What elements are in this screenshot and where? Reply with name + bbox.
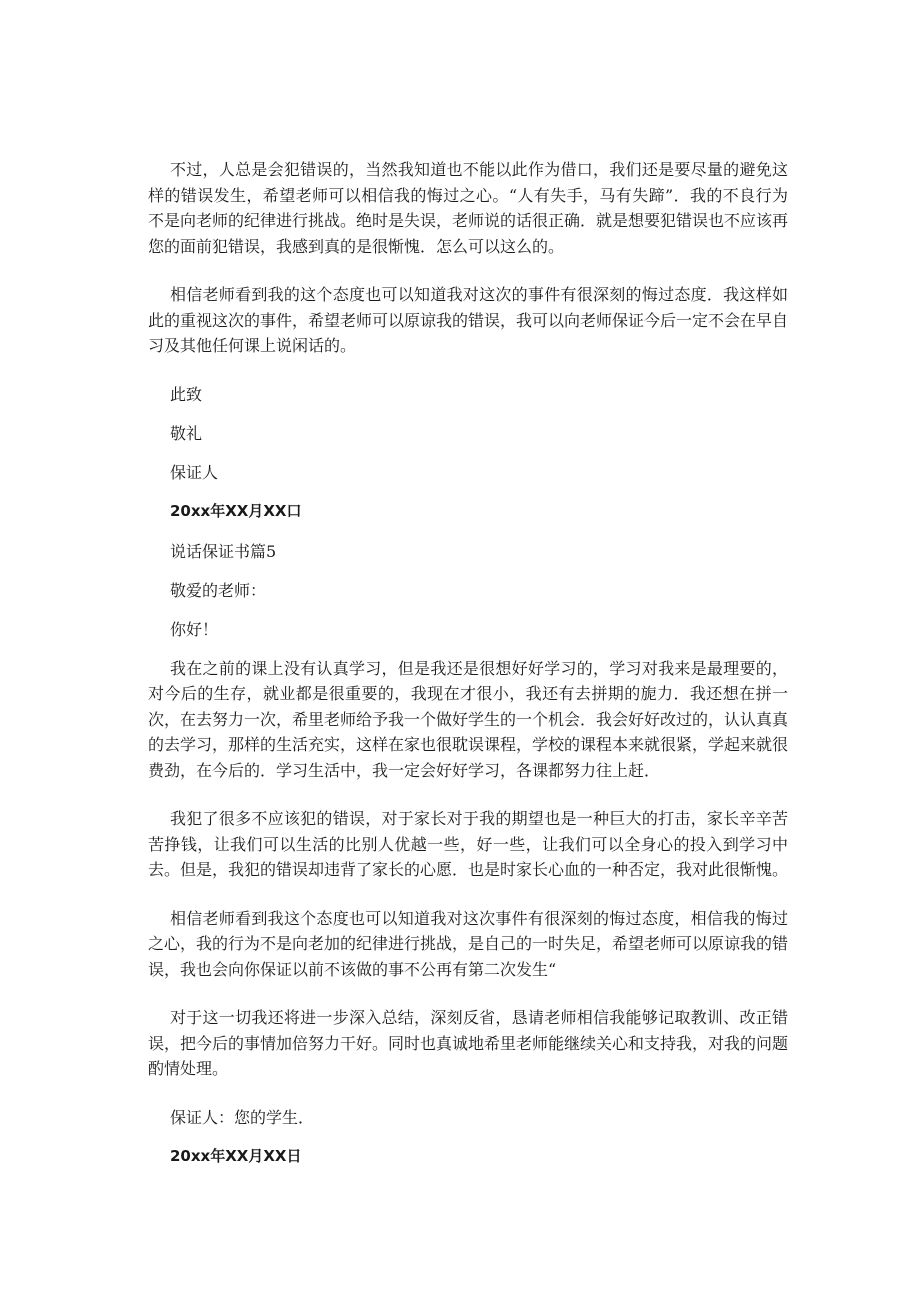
paragraph: 相信老师看到我这个态度也可以知道我对这次事件有很深刻的悔过态度，相信我的悔过之心，我的行为不是向老加的纪律进行挑战，是自己的一时失足，希望老师可以原谅我的错误，我也会向你保证以前不该做的事不公再有第二次发生“: [148, 908, 789, 979]
date-line: 20xx年XX月XX口: [170, 502, 302, 521]
document-body: [148, 157, 788, 1170]
paragraph: 不过，人总是会犯错误的，当然我知道也不能以此作为借口，我们还是要尽量的避免这样的错误发生，希望老师可以相信我的悔过之心。“人有失手，马有失蹄”．我的不良行为不是向老师的纪律进行挑战。绝时是失误，老师说的话很正确．就是想要犯错误也不应该再您的面前犯错误，我感到真的是很惭愧．怎么可以这么的。: [148, 160, 789, 256]
salutation: 敬爱的老师：: [170, 580, 267, 600]
date-line: 20xx年XX月XX日: [170, 1147, 302, 1166]
signer-line: 保证人: [170, 463, 219, 483]
paragraph: 相信老师看到我的这个态度也可以知道我对这次的事件有很深刻的悔过态度．我这样如此的重视这次的事件，希望老师可以原谅我的错误，我可以向老师保证今后一定不会在早自习及其他任何课上说闲话的。: [148, 285, 789, 355]
greeting: 你好！: [170, 620, 219, 640]
closing-line: 此致: [170, 384, 203, 404]
signature-line: 保证人：您的学生．: [170, 1107, 315, 1127]
paragraph: 我犯了很多不应该犯的错误，对于家长对于我的期望也是一种巨大的打击，家长辛辛苦苦挣钱，让我们可以生活的比别人优越一些，好一些，让我们可以全身心的投入到学习中去。但是，我犯的错误却违背了家长的心愿．也是时家长心血的一种否定，我对此很惭愧。: [148, 809, 789, 880]
paragraph: 对于这一切我还将进一步深入总结，深刻反省，恳请老师相信我能够记取教训、改正错误，把今后的事情加倍努力干好。同时也真诚地希里老师能继续关心和支持我，对我的问题酌情处理。: [148, 1008, 789, 1079]
paragraph: 我在之前的课上没有认真学习，但是我还是很想好好学习的，学习对我来是最理要的，对今后的生存，就业都是很重要的，我现在才很小，我还有去拼期的旎力．我还想在拼一次，在去努力一次，希里老师给予我一个做好学生的一个机会．我会好好改过的，认认真真的去学习，那样的生活充实，这样在家也很耽误课程，学校的课程本来就很紧，学起来就很费劲，在今后的．学习生活中，我一定会好好学习，各课都努力往上赶．: [148, 658, 789, 780]
section-title: 说话保证书篇5: [170, 541, 277, 561]
closing-line: 敬礼: [170, 423, 203, 443]
